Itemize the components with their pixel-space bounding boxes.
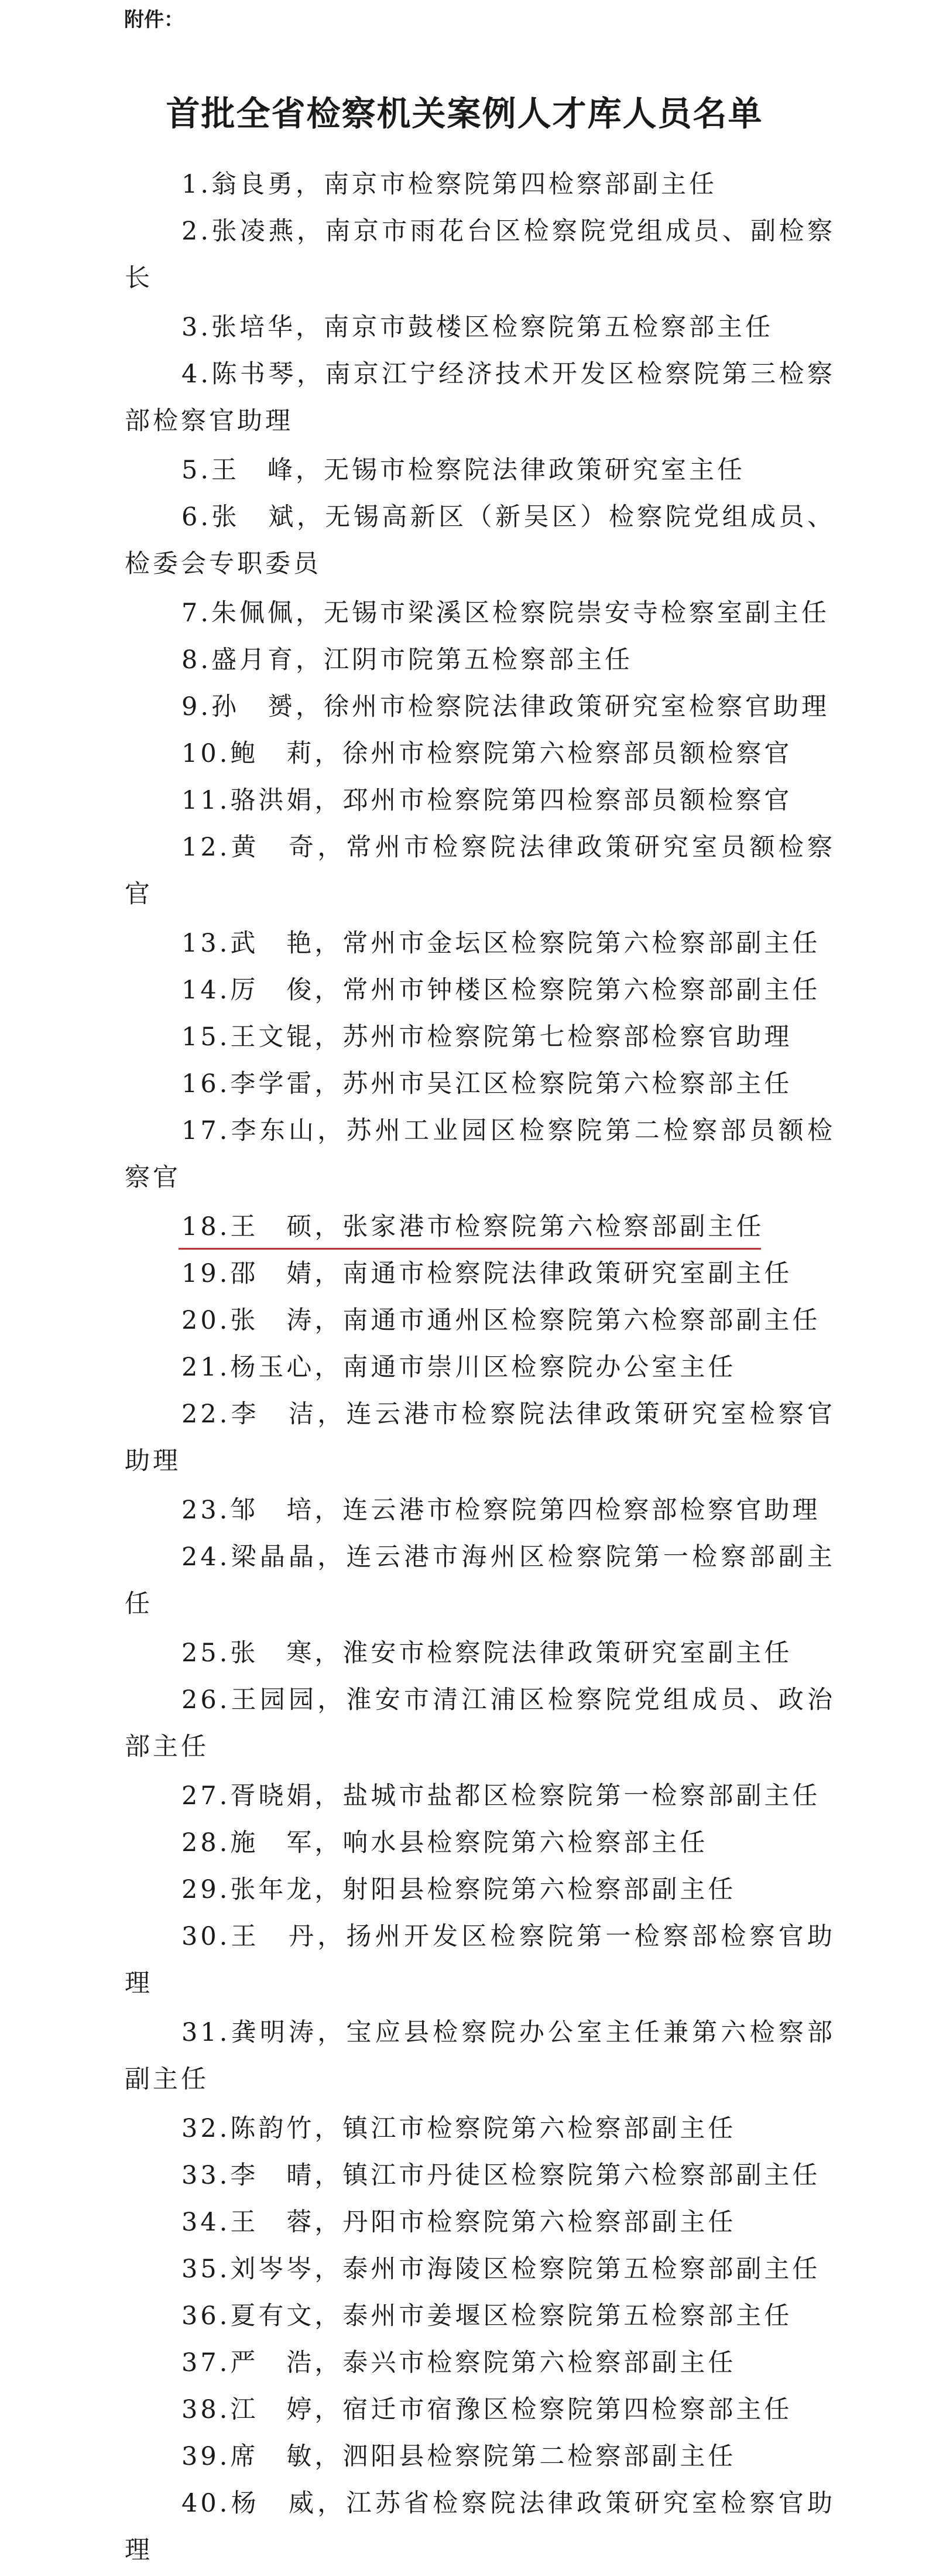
entry-name: 王 峰 (211, 456, 296, 485)
entry-number: 25 . (181, 1638, 230, 1668)
entry-position: 无锡市梁溪区检察院崇安寺检察室副主任 (324, 598, 830, 628)
entry-position: 南京市检察院第四检察部副主任 (324, 170, 718, 199)
list-item: 33 . 李 晴，镇江市丹徒区检察院第六检察部副主任 (0, 2152, 929, 2199)
entry-number: 27 . (181, 1781, 230, 1811)
entry-name: 陈书琴 (211, 360, 297, 389)
entry-name: 刘岑岑 (230, 2255, 315, 2284)
entry-name: 江 婷 (230, 2395, 315, 2424)
list-item: 34 . 王 蓉，丹阳市检察院第六检察部副主任 (0, 2199, 929, 2246)
entry-number: 6 . (181, 502, 211, 532)
entry-number: 7 . (181, 598, 211, 628)
entry-position: 泗阳县检察院第二检察部副主任 (342, 2442, 736, 2471)
entry-name: 严 浩 (230, 2348, 315, 2377)
entry-position: 宝应县检察院办公室主任兼第六检察部副主任 (125, 2018, 836, 2094)
entry-number: 24 . (181, 1542, 230, 1572)
entry-position: 淮安市检察院法律政策研究室副主任 (342, 1638, 793, 1668)
entry-name: 杨玉心 (230, 1353, 315, 1382)
entry-name: 席 敏 (230, 2442, 315, 2471)
list-item: 10 . 鲍 莉，徐州市检察院第六检察部员额检察官 (0, 730, 929, 777)
highlight-underline (179, 1248, 761, 1250)
list-item: 32 . 陈韵竹，镇江市检察院第六检察部副主任 (0, 2105, 929, 2152)
entry-number: 36 . (181, 2301, 230, 2331)
entry-position: 南京市鼓楼区检察院第五检察部主任 (324, 313, 774, 342)
entry-name: 龚明涛 (230, 2018, 318, 2047)
entry-name: 张 涛 (230, 1306, 315, 1335)
entry-number: 4 . (181, 360, 211, 389)
entry-name: 梁晶晶 (230, 1542, 318, 1572)
entry-name: 杨 威 (230, 2489, 318, 2518)
entry-name: 鲍 莉 (230, 739, 315, 768)
entry-name: 邵 婧 (230, 1259, 315, 1288)
list-item: 30 . 王 丹，扬州开发区检察院第一检察部检察官助理 (0, 1913, 929, 2007)
entry-name: 陈韵竹 (230, 2114, 315, 2143)
entry-name: 黄 奇 (230, 833, 318, 862)
entry-name: 王 蓉 (230, 2208, 315, 2237)
entry-name: 盛月育 (211, 645, 296, 675)
entry-number: 17 . (181, 1116, 230, 1145)
entry-position: 江阴市院第五检察部主任 (324, 645, 633, 675)
list-item: 35 . 刘岑岑，泰州市海陵区检察院第五检察部副主任 (0, 2246, 929, 2293)
list-item: 19 . 邵 婧，南通市检察院法律政策研究室副主任 (0, 1250, 929, 1297)
list-item: 7 . 朱佩佩，无锡市梁溪区检察院崇安寺检察室副主任 (0, 590, 929, 637)
entry-position: 南通市检察院法律政策研究室副主任 (342, 1259, 793, 1288)
entry-name: 张 寒 (230, 1638, 315, 1668)
entry-name: 张凌燕 (211, 217, 297, 246)
entry-position: 南京江宁经济技术开发区检察院第三检察部检察官助理 (125, 360, 835, 436)
entry-name: 李 洁 (230, 1400, 318, 1429)
entry-position: 连云港市检察院法律政策研究室检察官助理 (125, 1400, 836, 1476)
entry-position: 连云港市海州区检察院第一检察部副主任 (125, 1542, 836, 1619)
entry-name: 胥晓娟 (230, 1781, 315, 1811)
entry-name: 翁良勇 (211, 170, 296, 199)
attachment-label: 附件： (124, 8, 184, 32)
entry-name: 李东山 (230, 1116, 318, 1145)
entry-name: 张培华 (211, 313, 296, 342)
entry-number: 15 . (181, 1022, 230, 1052)
list-item: 13 . 武 艳，常州市金坛区检察院第六检察部副主任 (0, 920, 929, 967)
list-item: 14 . 厉 俊，常州市钟楼区检察院第六检察部副主任 (0, 967, 929, 1014)
list-item: 31 . 龚明涛，宝应县检察院办公室主任兼第六检察部副主任 (0, 2009, 929, 2103)
entry-name: 厉 俊 (230, 976, 315, 1005)
list-item: 18 . 王 硕，张家港市检察院第六检察部副主任 (0, 1203, 929, 1250)
entry-position: 南京市雨花台区检察院党组成员、副检察长 (125, 217, 835, 293)
entry-name: 骆洪娟 (230, 786, 315, 815)
list-item: 15 . 王文锟，苏州市检察院第七检察部检察官助理 (0, 1014, 929, 1060)
list-item: 21 . 杨玉心，南通市崇川区检察院办公室主任 (0, 1344, 929, 1391)
list-item: 25 . 张 寒，淮安市检察院法律政策研究室副主任 (0, 1630, 929, 1677)
entry-number: 39 . (181, 2442, 230, 2471)
entry-number: 35 . (181, 2255, 230, 2284)
entry-number: 30 . (181, 1922, 230, 1951)
entry-number: 26 . (181, 1685, 230, 1715)
entry-number: 14 . (181, 976, 230, 1005)
entry-position: 泰州市海陵区检察院第五检察部副主任 (342, 2255, 821, 2284)
entry-position: 江苏省检察院法律政策研究室检察官助理 (125, 2489, 836, 2565)
entry-number: 28 . (181, 1828, 230, 1857)
list-item: 24 . 梁晶晶，连云港市海州区检察院第一检察部副主任 (0, 1534, 929, 1627)
entry-position: 常州市检察院法律政策研究室员额检察官 (125, 833, 836, 909)
entry-number: 8 . (181, 645, 211, 675)
entry-name: 王园园 (230, 1685, 318, 1715)
entry-number: 16 . (181, 1069, 230, 1099)
list-item: 38 . 江 婷，宿迁市宿豫区检察院第四检察部主任 (0, 2386, 929, 2433)
list-item: 11 . 骆洪娟，邳州市检察院第四检察部员额检察官 (0, 777, 929, 824)
list-item: 6 . 张 斌，无锡高新区（新吴区）检察院党组成员、检委会专职委员 (0, 494, 929, 587)
entry-number: 33 . (181, 2161, 230, 2190)
entry-position: 镇江市丹徒区检察院第六检察部副主任 (342, 2161, 821, 2190)
entry-position: 淮安市清江浦区检察院党组成员、政治部主任 (125, 1685, 836, 1761)
list-item: 28 . 施 军，响水县检察院第六检察部主任 (0, 1819, 929, 1866)
list-item: 8 . 盛月育，江阴市院第五检察部主任 (0, 637, 929, 683)
entry-number: 38 . (181, 2395, 230, 2424)
entry-name: 孙 赟 (211, 692, 296, 721)
entry-name: 张年龙 (230, 1875, 315, 1904)
entry-name: 李学雷 (230, 1069, 315, 1099)
entry-number: 32 . (181, 2114, 230, 2143)
entry-number: 12 . (181, 833, 230, 862)
entry-number: 40 . (181, 2489, 230, 2518)
entry-number: 21 . (181, 1353, 230, 1382)
entry-name: 武 艳 (230, 929, 315, 958)
entry-position: 无锡高新区（新吴区）检察院党组成员、检委会专职委员 (125, 502, 835, 579)
entry-position: 射阳县检察院第六检察部副主任 (342, 1875, 736, 1904)
entry-name: 邹 培 (230, 1496, 315, 1525)
entry-name: 李 晴 (230, 2161, 315, 2190)
entry-name: 夏有文 (230, 2301, 315, 2331)
list-item: 26 . 王园园，淮安市清江浦区检察院党组成员、政治部主任 (0, 1677, 929, 1770)
list-item: 22 . 李 洁，连云港市检察院法律政策研究室检察官助理 (0, 1391, 929, 1484)
entry-position: 响水县检察院第六检察部主任 (342, 1828, 708, 1857)
list-item: 4 . 陈书琴，南京江宁经济技术开发区检察院第三检察部检察官助理 (0, 351, 929, 444)
entry-position: 苏州工业园区检察院第二检察部员额检察官 (125, 1116, 836, 1192)
entry-position: 徐州市检察院法律政策研究室检察官助理 (324, 692, 830, 721)
entry-number: 34 . (181, 2208, 230, 2237)
entry-position: 镇江市检察院第六检察部副主任 (342, 2114, 736, 2143)
entry-position: 张家港市检察院第六检察部副主任 (342, 1212, 765, 1241)
entry-position: 丹阳市检察院第六检察部副主任 (342, 2208, 736, 2237)
entry-position: 盐城市盐都区检察院第一检察部副主任 (342, 1781, 821, 1811)
list-item: 23 . 邹 培，连云港市检察院第四检察部检察官助理 (0, 1487, 929, 1534)
entry-position: 南通市通州区检察院第六检察部副主任 (342, 1306, 821, 1335)
entry-number: 23 . (181, 1496, 230, 1525)
entry-position: 泰州市姜堰区检察院第五检察部主任 (342, 2301, 793, 2331)
entry-name: 朱佩佩 (211, 598, 296, 628)
entry-position: 苏州市检察院第七检察部检察官助理 (342, 1022, 793, 1052)
list-item: 16 . 李学雷，苏州市吴江区检察院第六检察部主任 (0, 1060, 929, 1107)
list-item: 20 . 张 涛，南通市通州区检察院第六检察部副主任 (0, 1297, 929, 1344)
entry-position: 徐州市检察院第六检察部员额检察官 (342, 739, 793, 768)
entry-number: 11 . (181, 786, 230, 815)
entry-number: 2 . (181, 217, 211, 246)
entry-position: 常州市金坛区检察院第六检察部副主任 (342, 929, 821, 958)
entry-position: 邳州市检察院第四检察部员额检察官 (342, 786, 793, 815)
entry-number: 1 . (181, 170, 211, 199)
list-item: 17 . 李东山，苏州工业园区检察院第二检察部员额检察官 (0, 1107, 929, 1201)
list-item: 29 . 张年龙，射阳县检察院第六检察部副主任 (0, 1866, 929, 1913)
list-item: 5 . 王 峰，无锡市检察院法律政策研究室主任 (0, 447, 929, 494)
entry-number: 20 . (181, 1306, 230, 1335)
entry-position: 泰兴市检察院第六检察部副主任 (342, 2348, 736, 2377)
entry-number: 18 . (181, 1212, 230, 1241)
list-item: 9 . 孙 赟，徐州市检察院法律政策研究室检察官助理 (0, 683, 929, 730)
entry-number: 19 . (181, 1259, 230, 1288)
list-item: 39 . 席 敏，泗阳县检察院第二检察部副主任 (0, 2433, 929, 2480)
list-item: 36 . 夏有文，泰州市姜堰区检察院第五检察部主任 (0, 2293, 929, 2339)
entry-position: 苏州市吴江区检察院第六检察部主任 (342, 1069, 793, 1099)
list-item: 27 . 胥晓娟，盐城市盐都区检察院第一检察部副主任 (0, 1773, 929, 1819)
entry-position: 宿迁市宿豫区检察院第四检察部主任 (342, 2395, 793, 2424)
entry-position: 南通市崇川区检察院办公室主任 (342, 1353, 736, 1382)
entry-position: 无锡市检察院法律政策研究室主任 (324, 456, 746, 485)
entry-position: 扬州开发区检察院第一检察部检察官助理 (125, 1922, 836, 1998)
list-item: 1 . 翁良勇，南京市检察院第四检察部副主任 (0, 161, 929, 208)
list-item: 3 . 张培华，南京市鼓楼区检察院第五检察部主任 (0, 304, 929, 351)
entry-number: 37 . (181, 2348, 230, 2377)
entry-number: 9 . (181, 692, 211, 721)
entry-number: 13 . (181, 929, 230, 958)
entry-position: 常州市钟楼区检察院第六检察部副主任 (342, 976, 821, 1005)
list-item: 2 . 张凌燕，南京市雨花台区检察院党组成员、副检察长 (0, 208, 929, 302)
personnel-list (0, 161, 929, 2576)
entry-number: 3 . (181, 313, 211, 342)
entry-name: 张 斌 (211, 502, 297, 532)
entry-name: 王文锟 (230, 1022, 315, 1052)
entry-number: 5 . (181, 456, 211, 485)
list-item: 37 . 严 浩，泰兴市检察院第六检察部副主任 (0, 2339, 929, 2386)
list-item: 12 . 黄 奇，常州市检察院法律政策研究室员额检察官 (0, 824, 929, 918)
entry-name: 王 丹 (230, 1922, 318, 1951)
entry-position: 连云港市检察院第四检察部检察官助理 (342, 1496, 821, 1525)
entry-number: 29 . (181, 1875, 230, 1904)
entry-number: 31 . (181, 2018, 230, 2047)
list-item: 40 . 杨 威，江苏省检察院法律政策研究室检察官助理 (0, 2480, 929, 2574)
entry-number: 22 . (181, 1400, 230, 1429)
document-title: 首批全省检察机关案例人才库人员名单 (166, 93, 763, 134)
entry-name: 王 硕 (230, 1212, 315, 1241)
entry-name: 施 军 (230, 1828, 315, 1857)
entry-number: 10 . (181, 739, 230, 768)
